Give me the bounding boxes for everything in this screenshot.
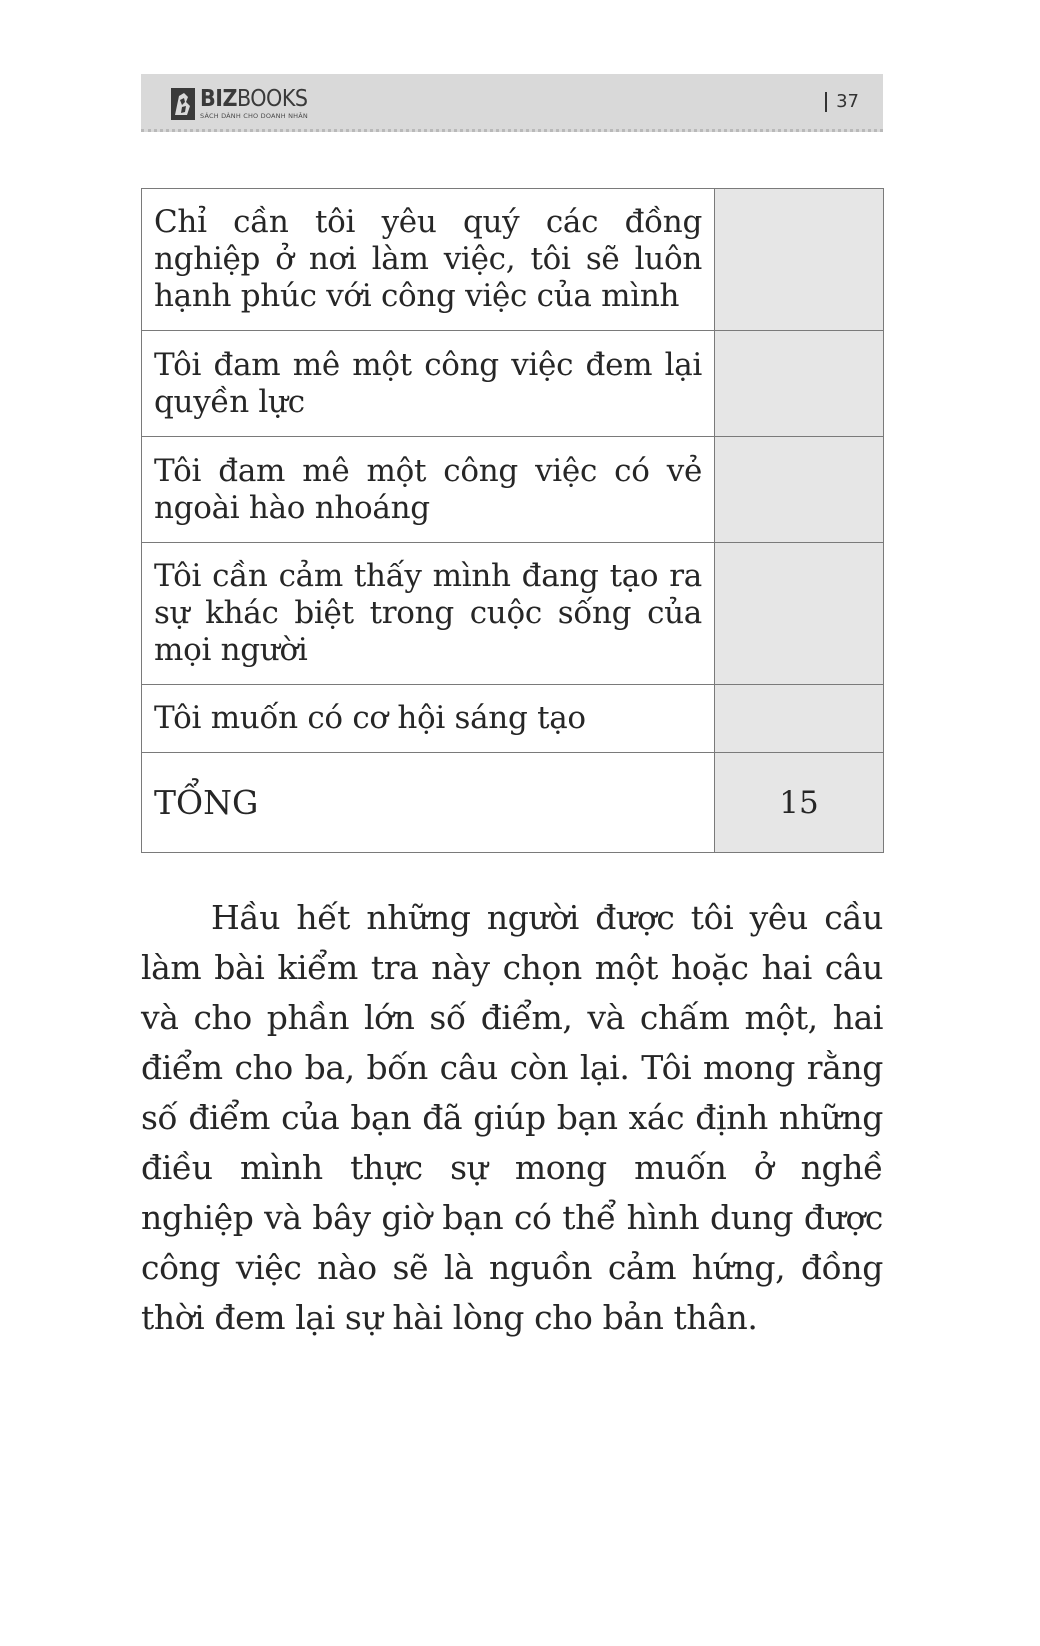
bizbooks-logo-icon [171, 88, 195, 120]
statement-cell: Chỉ cần tôi yêu quý các đồng nghiệp ở nơi làm việc, tôi sẽ luôn hạnh phúc với công việc của mình [142, 189, 715, 331]
total-value: 15 [715, 753, 884, 853]
page-number: 37 [825, 92, 859, 112]
body-paragraph: Hầu hết những người được tôi yêu cầu làm bài kiểm tra này chọn một hoặc hai câu và cho phần lớn số điểm, và chấm một, hai điểm cho ba, bốn câu còn lại. Tôi mong rằng số điểm của bạn đã giúp bạn xác định những điều mình thực sự mong muốn ở nghề nghiệp và bây giờ bạn có thể hình dung được công việc nào sẽ là nguồn cảm hứng, đồng thời đem lại sự hài lòng cho bản thân. [141, 898, 883, 1337]
table-row [142, 543, 884, 685]
statement-cell: Tôi đam mê một công việc đem lại quyền lực [142, 331, 715, 437]
brand-tagline: SÁCH DÀNH CHO DOANH NHÂN [200, 112, 308, 121]
bizbooks-logo [171, 86, 308, 122]
page-header [141, 74, 883, 132]
score-cell [715, 189, 884, 331]
score-cell [715, 685, 884, 753]
statement-cell: Tôi cần cảm thấy mình đang tạo ra sự khác biệt trong cuộc sống của mọi người [142, 543, 715, 685]
score-cell [715, 543, 884, 685]
score-table [141, 188, 884, 853]
score-cell [715, 437, 884, 543]
statement-cell: Tôi đam mê một công việc có vẻ ngoài hào nhoáng [142, 437, 715, 543]
table-row [142, 189, 884, 331]
total-label: TỔNG [142, 753, 715, 853]
table-row [142, 331, 884, 437]
score-cell [715, 331, 884, 437]
brand-name [200, 88, 308, 111]
table-total-row [142, 753, 884, 853]
table-row [142, 437, 884, 543]
brand-name-light: BOOKS [236, 86, 308, 113]
table-row [142, 685, 884, 753]
statement-cell: Tôi muốn có cơ hội sáng tạo [142, 685, 715, 753]
brand-name-bold: BIZ [200, 86, 237, 113]
